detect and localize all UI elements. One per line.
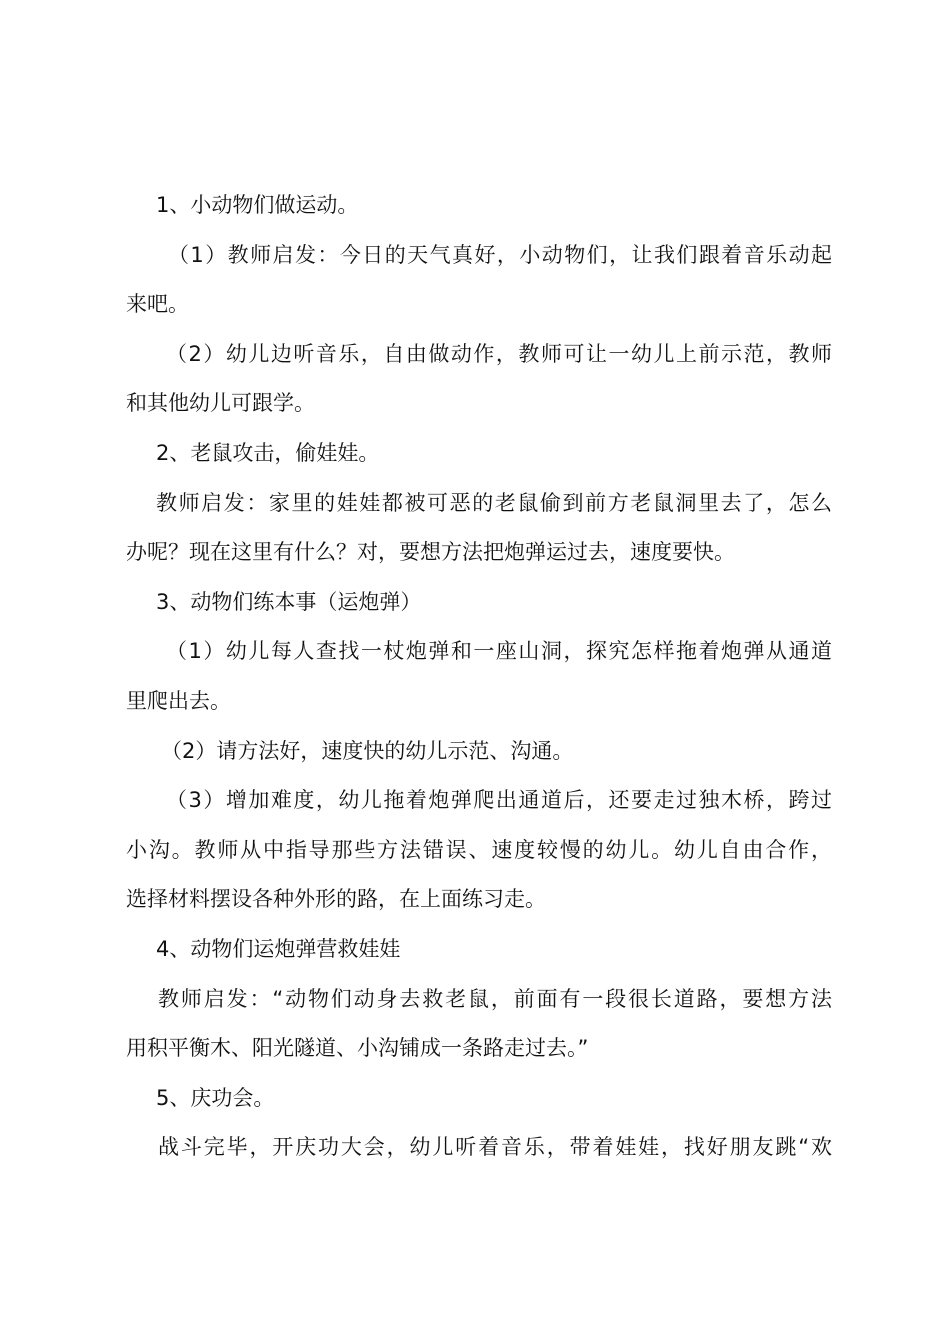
paragraph-line: （1）教师启发：今日的天气真好，小动物们，让我们跟着音乐动起 — [168, 242, 832, 267]
paragraph-line: 办呢？现在这里有什么？对，要想方法把炮弹运过去，速度要快。 — [126, 540, 735, 565]
section-heading-4: 4、动物们运炮弹营救娃娃 — [156, 936, 401, 961]
document-body — [126, 181, 832, 1173]
section-heading-1: 1、小动物们做运动。 — [156, 193, 359, 217]
section-heading-2: 2、老鼠攻击，偷娃娃。 — [156, 440, 380, 465]
paragraph-line: （3）增加难度，幼儿拖着炮弹爬出通道后，还要走过独木桥，跨过 — [166, 788, 832, 813]
paragraph-line: 教师启发：家里的娃娃都被可恶的老鼠偷到前方老鼠洞里去了，怎么 — [156, 490, 832, 515]
paragraph-line: （1）幼儿每人查找一杖炮弹和一座山洞，探究怎样拖着炮弹从通道 — [166, 639, 832, 664]
paragraph-line: 教师启发：“动物们动身去救老鼠，前面有一段很长道路，要想方法 — [158, 986, 832, 1011]
paragraph-line: 用积平衡木、阳光隧道、小沟铺成一条路走过去。” — [126, 1036, 589, 1061]
paragraph-line: （2）幼儿边听音乐，自由做动作，教师可让一幼儿上前示范，教师 — [166, 341, 832, 366]
paragraph-line: 战斗完毕，开庆功大会，幼儿听着音乐，带着娃娃，找好朋友跳“欢 — [158, 1135, 832, 1160]
paragraph-line: 选择材料摆设各种外形的路，在上面练习走。 — [126, 887, 546, 912]
paragraph-line: （2）请方法好，速度快的幼儿示范、沟通。 — [161, 738, 574, 763]
paragraph-line: 小沟。教师从中指导那些方法错误、速度较慢的幼儿。幼儿自由合作， — [126, 837, 832, 862]
section-heading-3: 3、动物们练本事（运炮弹） — [156, 589, 422, 614]
paragraph-line: 来吧。 — [126, 292, 189, 317]
paragraph-line: 里爬出去。 — [126, 688, 231, 713]
section-heading-5: 5、庆功会。 — [156, 1085, 275, 1110]
paragraph-line: 和其他幼儿可跟学。 — [126, 391, 315, 416]
